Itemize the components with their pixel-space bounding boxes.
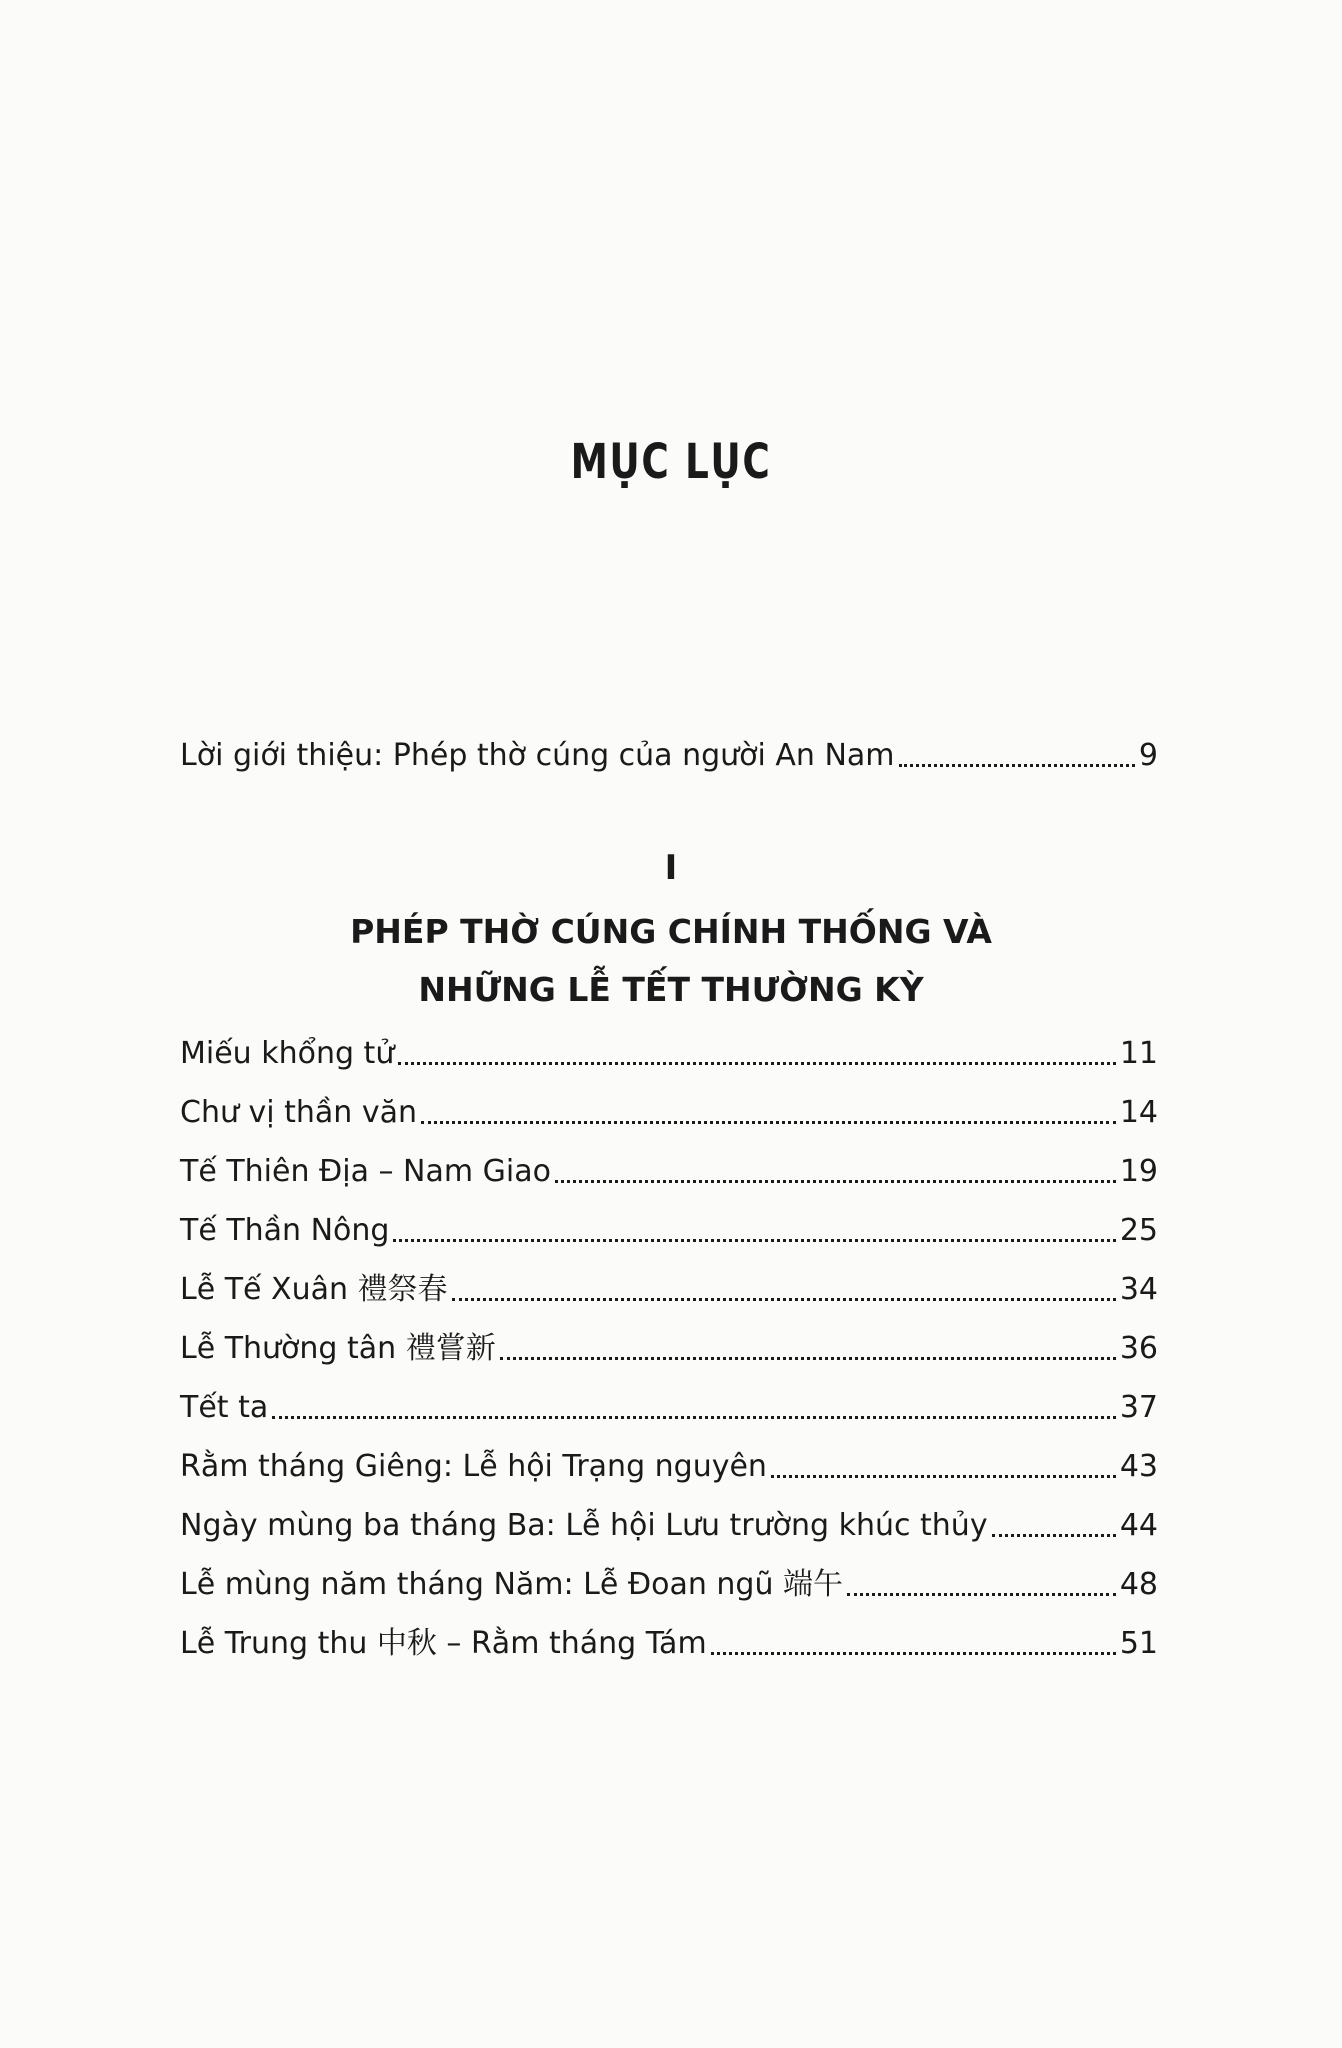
- toc-page-number: 11: [1119, 1036, 1158, 1071]
- dot-leader: [272, 1416, 1116, 1419]
- toc-entry-row[interactable]: [180, 1211, 1158, 1251]
- dot-leader: [992, 1534, 1116, 1537]
- part-title-line-2: NHỮNG LỄ TẾT THƯỜNG KỲ: [418, 970, 924, 1009]
- dot-leader: [899, 764, 1135, 767]
- toc-entry-row[interactable]: [180, 1329, 1158, 1369]
- toc-entry-row[interactable]: [180, 1034, 1158, 1074]
- toc-page-number: 51: [1119, 1626, 1158, 1661]
- toc-intro-row[interactable]: [180, 736, 1158, 776]
- toc-page-number: 37: [1119, 1390, 1158, 1425]
- toc-entry-title: Lễ mùng năm tháng Năm: Lễ Đoan ngũ 端午: [180, 1567, 843, 1602]
- toc-entry-row[interactable]: [180, 1270, 1158, 1310]
- toc-entry-row[interactable]: [180, 1447, 1158, 1487]
- toc-entry-title: Lời giới thiệu: Phép thờ cúng của người An Nam: [180, 738, 895, 773]
- toc-page-number: 44: [1119, 1508, 1158, 1543]
- toc-entry-title: Miếu khổng tử: [180, 1036, 395, 1071]
- toc-entry-title: Rằm tháng Giêng: Lễ hội Trạng nguyên: [180, 1449, 767, 1484]
- dot-leader: [500, 1357, 1116, 1360]
- toc-entry-title: Tế Thiên Địa – Nam Giao: [180, 1154, 551, 1189]
- dot-leader: [393, 1239, 1115, 1242]
- dot-leader: [771, 1475, 1116, 1478]
- toc-entry-title: Tế Thần Nông: [180, 1213, 390, 1248]
- dot-leader: [398, 1062, 1115, 1065]
- dot-leader: [421, 1121, 1116, 1124]
- toc-entry-title: Lễ Tế Xuân 禮祭春: [180, 1272, 448, 1307]
- toc-page-number: 9: [1138, 738, 1158, 773]
- toc-entry-title: Lễ Thường tân 禮嘗新: [180, 1331, 496, 1366]
- toc-page-number: 48: [1119, 1567, 1158, 1602]
- dot-leader: [711, 1652, 1116, 1655]
- toc-entry-row[interactable]: [180, 1565, 1158, 1605]
- dot-leader: [452, 1298, 1116, 1301]
- toc-page-number: 36: [1119, 1331, 1158, 1366]
- toc-entry-title: Ngày mùng ba tháng Ba: Lễ hội Lưu trường khúc thủy: [180, 1508, 988, 1543]
- dot-leader: [555, 1180, 1116, 1183]
- dot-leader: [847, 1593, 1116, 1596]
- toc-entry-row[interactable]: [180, 1093, 1158, 1133]
- toc-entry-title: Chư vị thần văn: [180, 1095, 417, 1130]
- part-numeral: I: [664, 848, 678, 888]
- toc-page-number: 43: [1119, 1449, 1158, 1484]
- toc-entry-title: Lễ Trung thu 中秋 – Rằm tháng Tám: [180, 1626, 707, 1661]
- page-title: MỤC LỤC: [570, 434, 772, 490]
- toc-entry-title: Tết ta: [180, 1390, 269, 1425]
- toc-page-number: 25: [1119, 1213, 1158, 1248]
- toc-entry-row[interactable]: [180, 1624, 1158, 1664]
- part-title-line-1: PHÉP THỜ CÚNG CHÍNH THỐNG VÀ: [350, 912, 992, 951]
- toc-page-number: 34: [1119, 1272, 1158, 1307]
- toc-page-number: 19: [1119, 1154, 1158, 1189]
- show-through-texture: [160, 280, 1180, 1780]
- toc-entry-row[interactable]: [180, 1152, 1158, 1192]
- toc-entry-row[interactable]: [180, 1388, 1158, 1428]
- toc-entry-row[interactable]: [180, 1506, 1158, 1546]
- toc-page-number: 14: [1119, 1095, 1158, 1130]
